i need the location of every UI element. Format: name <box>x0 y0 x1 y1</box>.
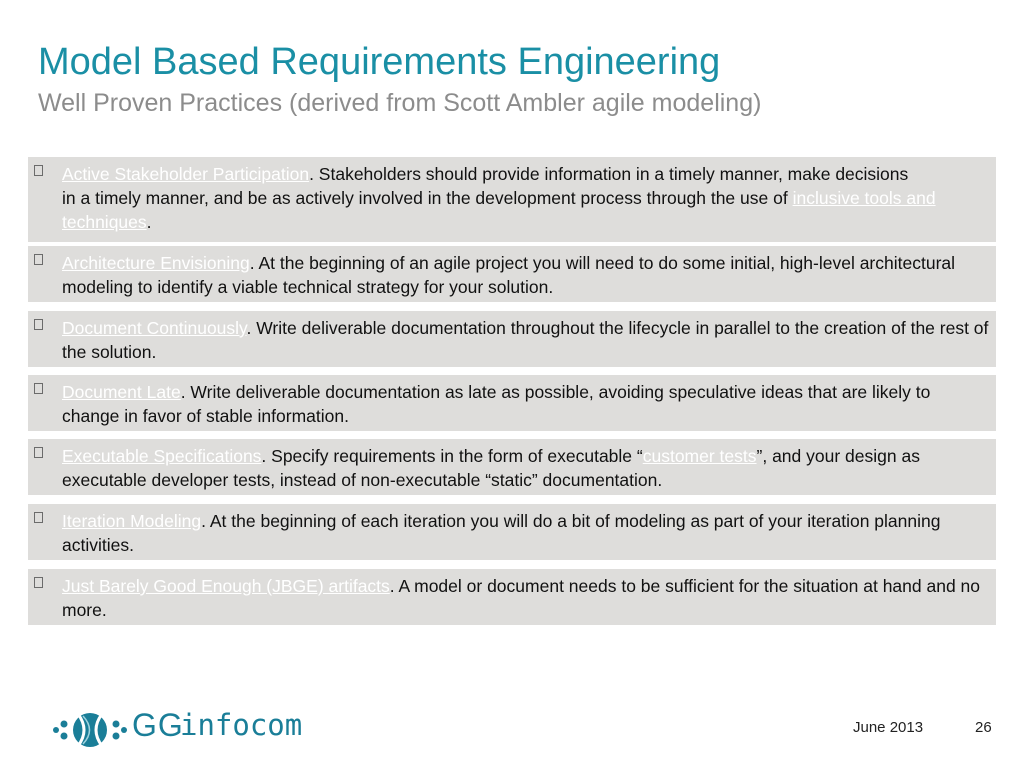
slide-title: Model Based Requirements Engineering <box>38 41 721 83</box>
logo-gg-text: GG <box>132 707 184 743</box>
practice-text: Document Late. Write deliverable documentation as late as possible, avoiding speculative ideas that are likely to change in favor of stable information. <box>62 382 931 426</box>
practice-text: Executable Specifications. Specify requirements in the form of executable “customer tests”, and your design as executable developer tests, instead of non-executable “static” documentation. <box>62 446 920 490</box>
practice-box-document-late <box>28 375 996 431</box>
footer-date: June 2013 <box>853 719 924 736</box>
bullet-box-icon <box>34 447 43 458</box>
practice-link[interactable]: Active Stakeholder Participation <box>62 164 310 184</box>
practice-box-jbge-artifacts <box>28 569 996 625</box>
practice-box-stakeholder-participation <box>28 157 996 242</box>
slide-subtitle: Well Proven Practices (derived from Scott Ambler agile modeling) <box>38 89 762 117</box>
practice-text: Iteration Modeling. At the beginning of each iteration you will do a bit of modeling as part of your iteration planning activities. <box>62 511 941 555</box>
practice-text: Active Stakeholder Participation. Stakeholders should provide information in a timely manner, make decisions in a timely manner, and be as actively involved in the development process through the use of inclusive tools and techniques. <box>62 164 936 232</box>
practice-box-document-continuously <box>28 311 996 367</box>
practice-link[interactable]: Executable Specifications <box>62 446 262 466</box>
bullet-box-icon <box>34 319 43 330</box>
logo-infocom-text: infocom <box>180 708 303 742</box>
inclusive-tools-link[interactable]: inclusive tools and techniques <box>62 188 936 232</box>
bullet-box-icon <box>34 254 43 265</box>
practice-box-architecture-envisioning <box>28 246 996 302</box>
bullet-box-icon <box>34 577 43 588</box>
practice-link[interactable]: Document Continuously <box>62 318 247 338</box>
slide-number: 26 <box>975 719 992 736</box>
practice-box-iteration-modeling <box>28 504 996 560</box>
practice-link[interactable]: Document Late <box>62 382 181 402</box>
practice-link[interactable]: Iteration Modeling <box>62 511 202 531</box>
practice-box-executable-specifications <box>28 439 996 495</box>
gg-infocom-logo-icon <box>50 702 130 758</box>
practice-link[interactable]: Architecture Envisioning <box>62 253 250 273</box>
bullet-box-icon <box>34 383 43 394</box>
practice-text: Architecture Envisioning. At the beginning of an agile project you will need to do some initial, high-level architectural modeling to identify a viable technical strategy for your solution. <box>62 253 956 297</box>
customer-tests-link[interactable]: customer tests <box>642 446 757 466</box>
practice-text: Document Continuously. Write deliverable documentation throughout the lifecycle in parallel to the creation of the rest of the solution. <box>62 318 989 362</box>
practice-text: Just Barely Good Enough (JBGE) artifacts. A model or document needs to be sufficient for the situation at hand and no more. <box>62 576 981 620</box>
bullet-box-icon <box>34 165 43 176</box>
bullet-box-icon <box>34 512 43 523</box>
practice-link[interactable]: Just Barely Good Enough (JBGE) artifacts <box>62 576 390 596</box>
